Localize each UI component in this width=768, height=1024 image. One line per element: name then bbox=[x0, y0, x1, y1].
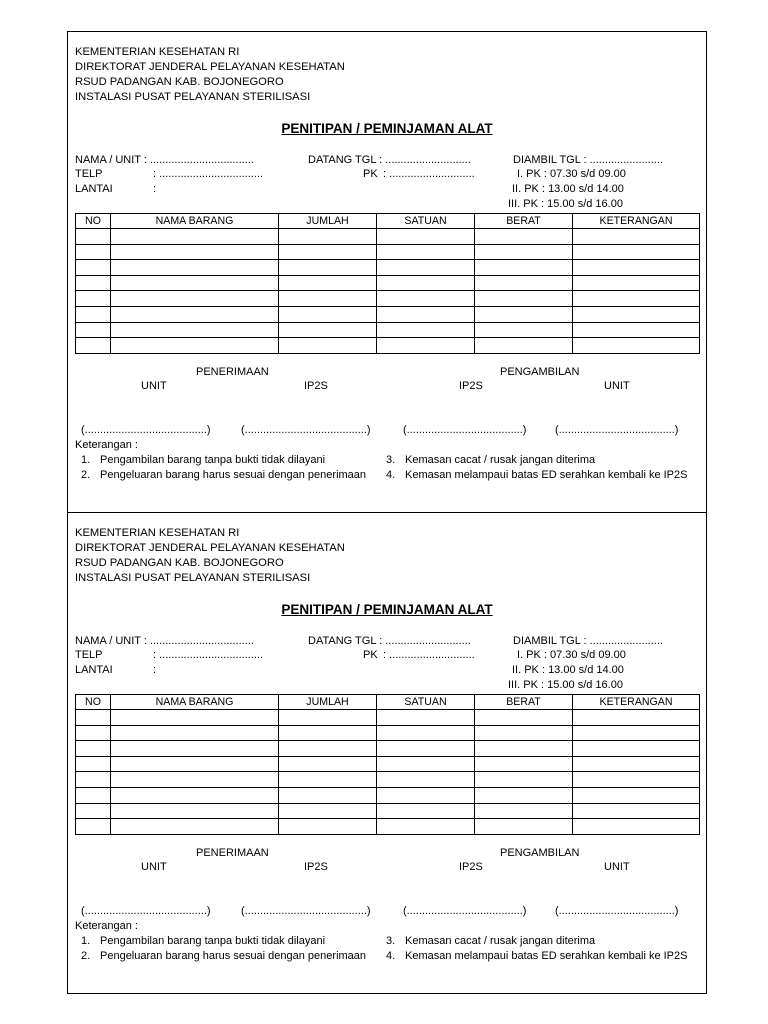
header-hospital: RSUD PADANGAN KAB. BOJONEGORO bbox=[75, 557, 284, 569]
note-number: 2. bbox=[81, 469, 91, 481]
table-cell[interactable] bbox=[377, 819, 475, 835]
note-text: Pengambilan barang tanpa bukti tidak dilayani bbox=[100, 454, 326, 466]
form-page bbox=[67, 31, 707, 994]
penerimaan-label: PENERIMAAN bbox=[196, 847, 269, 859]
table-cell[interactable] bbox=[111, 338, 279, 354]
table-cell[interactable] bbox=[279, 725, 377, 741]
note-number: 1. bbox=[81, 454, 91, 466]
datang-tgl-field[interactable]: DATANG TGL : ............................ bbox=[308, 154, 471, 166]
lantai-label: LANTAI bbox=[75, 183, 113, 195]
institution-header bbox=[75, 45, 345, 105]
table-cell[interactable] bbox=[475, 275, 573, 291]
note-number: 3. bbox=[386, 454, 396, 466]
header-ministry: KEMENTERIAN KESEHATAN RI bbox=[75, 527, 240, 539]
table-cell[interactable] bbox=[111, 787, 279, 803]
table-row bbox=[76, 260, 700, 276]
table-cell[interactable] bbox=[76, 741, 111, 757]
header-directorate: DIREKTORAT JENDERAL PELAYANAN KESEHATAN bbox=[75, 542, 345, 554]
table-cell[interactable] bbox=[475, 322, 573, 338]
table-cell[interactable] bbox=[76, 260, 111, 276]
table-cell[interactable] bbox=[573, 260, 700, 276]
table-cell[interactable] bbox=[573, 819, 700, 835]
table-cell[interactable] bbox=[475, 803, 573, 819]
pk-field[interactable]: : ............................ bbox=[383, 168, 475, 180]
col-no: NO bbox=[76, 214, 111, 229]
table-cell[interactable] bbox=[111, 275, 279, 291]
table-row bbox=[76, 725, 700, 741]
telp-label: TELP bbox=[75, 649, 103, 661]
table-row bbox=[76, 229, 700, 245]
note-text: Pengambilan barang tanpa bukti tidak dilayani bbox=[100, 935, 326, 947]
table-row bbox=[76, 291, 700, 307]
col-no: NO bbox=[76, 695, 111, 710]
note-number: 2. bbox=[81, 950, 91, 962]
table-cell[interactable] bbox=[377, 710, 475, 726]
header-installation: INSTALASI PUSAT PELAYANAN STERILISASI bbox=[75, 91, 311, 103]
ip2s-label-right: IP2S bbox=[459, 380, 483, 392]
table-cell[interactable] bbox=[111, 772, 279, 788]
table-cell[interactable] bbox=[111, 819, 279, 835]
note-number: 1. bbox=[81, 935, 91, 947]
pk-label: PK bbox=[363, 649, 378, 661]
diambil-tgl-field[interactable]: DIAMBIL TGL : ........................ bbox=[513, 635, 663, 647]
lantai-field[interactable]: : bbox=[153, 183, 157, 195]
table-cell[interactable] bbox=[111, 725, 279, 741]
table-cell[interactable] bbox=[573, 787, 700, 803]
form-copy-1 bbox=[68, 32, 706, 512]
table-row bbox=[76, 741, 700, 757]
table-cell[interactable] bbox=[111, 756, 279, 772]
notes-title: Keterangan : bbox=[75, 439, 138, 451]
shift-3: III. PK : 15.00 s/d 16.00 bbox=[508, 679, 623, 691]
table-cell[interactable] bbox=[279, 260, 377, 276]
shift-1: I. PK : 07.30 s/d 09.00 bbox=[517, 649, 626, 661]
telp-field[interactable]: : .................................. bbox=[153, 168, 264, 180]
table-cell[interactable] bbox=[475, 338, 573, 354]
ip2s-label-left: IP2S bbox=[304, 380, 328, 392]
table-cell[interactable] bbox=[279, 803, 377, 819]
table-cell[interactable] bbox=[279, 306, 377, 322]
table-cell[interactable] bbox=[279, 772, 377, 788]
table-row bbox=[76, 819, 700, 835]
table-cell[interactable] bbox=[573, 725, 700, 741]
table-cell[interactable] bbox=[279, 787, 377, 803]
form-copy-2 bbox=[68, 512, 706, 993]
table-row bbox=[76, 787, 700, 803]
unit-label-right: UNIT bbox=[604, 861, 630, 873]
table-cell[interactable] bbox=[111, 244, 279, 260]
table-row bbox=[76, 772, 700, 788]
table-cell[interactable] bbox=[573, 756, 700, 772]
table-cell[interactable] bbox=[573, 803, 700, 819]
table-cell[interactable] bbox=[279, 338, 377, 354]
header-directorate: DIREKTORAT JENDERAL PELAYANAN KESEHATAN bbox=[75, 61, 345, 73]
header-ministry: KEMENTERIAN KESEHATAN RI bbox=[75, 46, 240, 58]
table-cell[interactable] bbox=[475, 229, 573, 245]
table-row bbox=[76, 244, 700, 260]
pk-label: PK bbox=[363, 168, 378, 180]
items-table bbox=[75, 694, 700, 835]
table-cell[interactable] bbox=[76, 787, 111, 803]
table-cell[interactable] bbox=[377, 741, 475, 757]
table-cell[interactable] bbox=[76, 244, 111, 260]
signature-line-unit-take[interactable]: (......................................) bbox=[555, 905, 679, 917]
shift-2: II. PK : 13.00 s/d 14.00 bbox=[512, 664, 624, 676]
table-cell[interactable] bbox=[111, 803, 279, 819]
table-cell[interactable] bbox=[111, 291, 279, 307]
col-satuan: SATUAN bbox=[377, 214, 475, 229]
table-cell[interactable] bbox=[377, 338, 475, 354]
table-cell[interactable] bbox=[111, 306, 279, 322]
note-text: Pengeluaran barang harus sesuai dengan penerimaan bbox=[100, 950, 367, 962]
table-cell[interactable] bbox=[279, 756, 377, 772]
items-table bbox=[75, 213, 700, 354]
shift-1: I. PK : 07.30 s/d 09.00 bbox=[517, 168, 626, 180]
table-cell[interactable] bbox=[111, 741, 279, 757]
table-cell[interactable] bbox=[475, 244, 573, 260]
signature-line-ip2s-take[interactable]: (......................................) bbox=[403, 905, 527, 917]
table-row bbox=[76, 710, 700, 726]
table-cell[interactable] bbox=[76, 819, 111, 835]
nama-unit-field[interactable]: NAMA / UNIT : .................................. bbox=[75, 154, 254, 166]
table-cell[interactable] bbox=[475, 756, 573, 772]
table-row bbox=[76, 803, 700, 819]
table-cell[interactable] bbox=[76, 338, 111, 354]
table-cell[interactable] bbox=[111, 229, 279, 245]
note-text: Pengeluaran barang harus sesuai dengan penerimaan bbox=[100, 469, 367, 481]
table-cell[interactable] bbox=[475, 306, 573, 322]
col-berat: BERAT bbox=[475, 695, 573, 710]
ip2s-label-left: IP2S bbox=[304, 861, 328, 873]
table-cell[interactable] bbox=[475, 787, 573, 803]
col-jumlah: JUMLAH bbox=[279, 214, 377, 229]
col-keterangan: KETERANGAN bbox=[573, 214, 700, 229]
table-cell[interactable] bbox=[279, 710, 377, 726]
col-keterangan: KETERANGAN bbox=[573, 695, 700, 710]
table-cell[interactable] bbox=[111, 260, 279, 276]
signature-line-ip2s-receive[interactable]: (........................................) bbox=[241, 424, 371, 436]
nama-unit-field[interactable]: NAMA / UNIT : .................................. bbox=[75, 635, 254, 647]
unit-label-left: UNIT bbox=[141, 861, 167, 873]
table-header-row bbox=[76, 214, 700, 229]
signature-line-ip2s-receive[interactable]: (........................................) bbox=[241, 905, 371, 917]
table-cell[interactable] bbox=[377, 291, 475, 307]
table-cell[interactable] bbox=[573, 322, 700, 338]
note-number: 4. bbox=[386, 950, 396, 962]
table-cell[interactable] bbox=[573, 710, 700, 726]
note-number: 4. bbox=[386, 469, 396, 481]
table-header-row bbox=[76, 695, 700, 710]
penerimaan-label: PENERIMAAN bbox=[196, 366, 269, 378]
table-cell[interactable] bbox=[76, 306, 111, 322]
table-cell[interactable] bbox=[279, 322, 377, 338]
table-cell[interactable] bbox=[573, 741, 700, 757]
table-row bbox=[76, 306, 700, 322]
table-cell[interactable] bbox=[377, 260, 475, 276]
table-cell[interactable] bbox=[76, 275, 111, 291]
col-berat: BERAT bbox=[475, 214, 573, 229]
table-row bbox=[76, 756, 700, 772]
table-cell[interactable] bbox=[377, 306, 475, 322]
table-cell[interactable] bbox=[76, 710, 111, 726]
table-cell[interactable] bbox=[111, 322, 279, 338]
telp-field[interactable]: : .................................. bbox=[153, 649, 264, 661]
note-number: 3. bbox=[386, 935, 396, 947]
table-cell[interactable] bbox=[377, 229, 475, 245]
table-cell[interactable] bbox=[573, 291, 700, 307]
unit-label-left: UNIT bbox=[141, 380, 167, 392]
table-cell[interactable] bbox=[377, 756, 475, 772]
form-title: PENITIPAN / PEMINJAMAN ALAT bbox=[281, 121, 493, 136]
table-cell[interactable] bbox=[573, 275, 700, 291]
table-cell[interactable] bbox=[279, 291, 377, 307]
col-satuan: SATUAN bbox=[377, 695, 475, 710]
table-cell[interactable] bbox=[76, 229, 111, 245]
table-cell[interactable] bbox=[279, 244, 377, 260]
diambil-tgl-field[interactable]: DIAMBIL TGL : ........................ bbox=[513, 154, 663, 166]
signature-line-ip2s-take[interactable]: (......................................) bbox=[403, 424, 527, 436]
signature-line-unit-take[interactable]: (......................................) bbox=[555, 424, 679, 436]
note-text: Kemasan melampaui batas ED serahkan kembali ke IP2S bbox=[405, 950, 688, 962]
table-cell[interactable] bbox=[279, 819, 377, 835]
table-cell[interactable] bbox=[377, 787, 475, 803]
table-cell[interactable] bbox=[76, 772, 111, 788]
table-cell[interactable] bbox=[377, 244, 475, 260]
note-text: Kemasan melampaui batas ED serahkan kembali ke IP2S bbox=[405, 469, 688, 481]
lantai-label: LANTAI bbox=[75, 664, 113, 676]
table-cell[interactable] bbox=[475, 291, 573, 307]
shift-3: III. PK : 15.00 s/d 16.00 bbox=[508, 198, 623, 210]
table-cell[interactable] bbox=[475, 260, 573, 276]
pk-field[interactable]: : ............................ bbox=[383, 649, 475, 661]
shift-2: II. PK : 13.00 s/d 14.00 bbox=[512, 183, 624, 195]
table-cell[interactable] bbox=[377, 275, 475, 291]
table-cell[interactable] bbox=[475, 819, 573, 835]
signature-line-unit-receive[interactable]: (........................................) bbox=[81, 905, 211, 917]
datang-tgl-field[interactable]: DATANG TGL : ............................ bbox=[308, 635, 471, 647]
table-row bbox=[76, 322, 700, 338]
form-title: PENITIPAN / PEMINJAMAN ALAT bbox=[281, 602, 493, 617]
table-cell[interactable] bbox=[377, 772, 475, 788]
table-cell[interactable] bbox=[377, 803, 475, 819]
institution-header bbox=[75, 526, 345, 586]
table-cell[interactable] bbox=[377, 725, 475, 741]
table-cell[interactable] bbox=[475, 772, 573, 788]
table-cell[interactable] bbox=[279, 741, 377, 757]
table-cell[interactable] bbox=[475, 741, 573, 757]
table-cell[interactable] bbox=[76, 803, 111, 819]
ip2s-label-right: IP2S bbox=[459, 861, 483, 873]
signature-line-unit-receive[interactable]: (........................................) bbox=[81, 424, 211, 436]
table-cell[interactable] bbox=[279, 229, 377, 245]
table-cell[interactable] bbox=[573, 772, 700, 788]
notes-title: Keterangan : bbox=[75, 920, 138, 932]
unit-label-right: UNIT bbox=[604, 380, 630, 392]
table-cell[interactable] bbox=[573, 306, 700, 322]
table-cell[interactable] bbox=[76, 725, 111, 741]
pengambilan-label: PENGAMBILAN bbox=[500, 366, 580, 378]
table-cell[interactable] bbox=[573, 244, 700, 260]
table-cell[interactable] bbox=[475, 725, 573, 741]
col-nama-barang: NAMA BARANG bbox=[111, 214, 279, 229]
col-nama-barang: NAMA BARANG bbox=[111, 695, 279, 710]
lantai-field[interactable]: : bbox=[153, 664, 157, 676]
note-text: Kemasan cacat / rusak jangan diterima bbox=[405, 935, 596, 947]
header-hospital: RSUD PADANGAN KAB. BOJONEGORO bbox=[75, 76, 284, 88]
table-cell[interactable] bbox=[475, 710, 573, 726]
table-cell[interactable] bbox=[279, 275, 377, 291]
table-cell[interactable] bbox=[573, 338, 700, 354]
telp-label: TELP bbox=[75, 168, 103, 180]
table-cell[interactable] bbox=[573, 229, 700, 245]
table-cell[interactable] bbox=[111, 710, 279, 726]
table-row bbox=[76, 338, 700, 354]
header-installation: INSTALASI PUSAT PELAYANAN STERILISASI bbox=[75, 572, 311, 584]
col-jumlah: JUMLAH bbox=[279, 695, 377, 710]
pengambilan-label: PENGAMBILAN bbox=[500, 847, 580, 859]
table-cell[interactable] bbox=[377, 322, 475, 338]
table-cell[interactable] bbox=[76, 756, 111, 772]
table-cell[interactable] bbox=[76, 291, 111, 307]
note-text: Kemasan cacat / rusak jangan diterima bbox=[405, 454, 596, 466]
table-row bbox=[76, 275, 700, 291]
table-cell[interactable] bbox=[76, 322, 111, 338]
